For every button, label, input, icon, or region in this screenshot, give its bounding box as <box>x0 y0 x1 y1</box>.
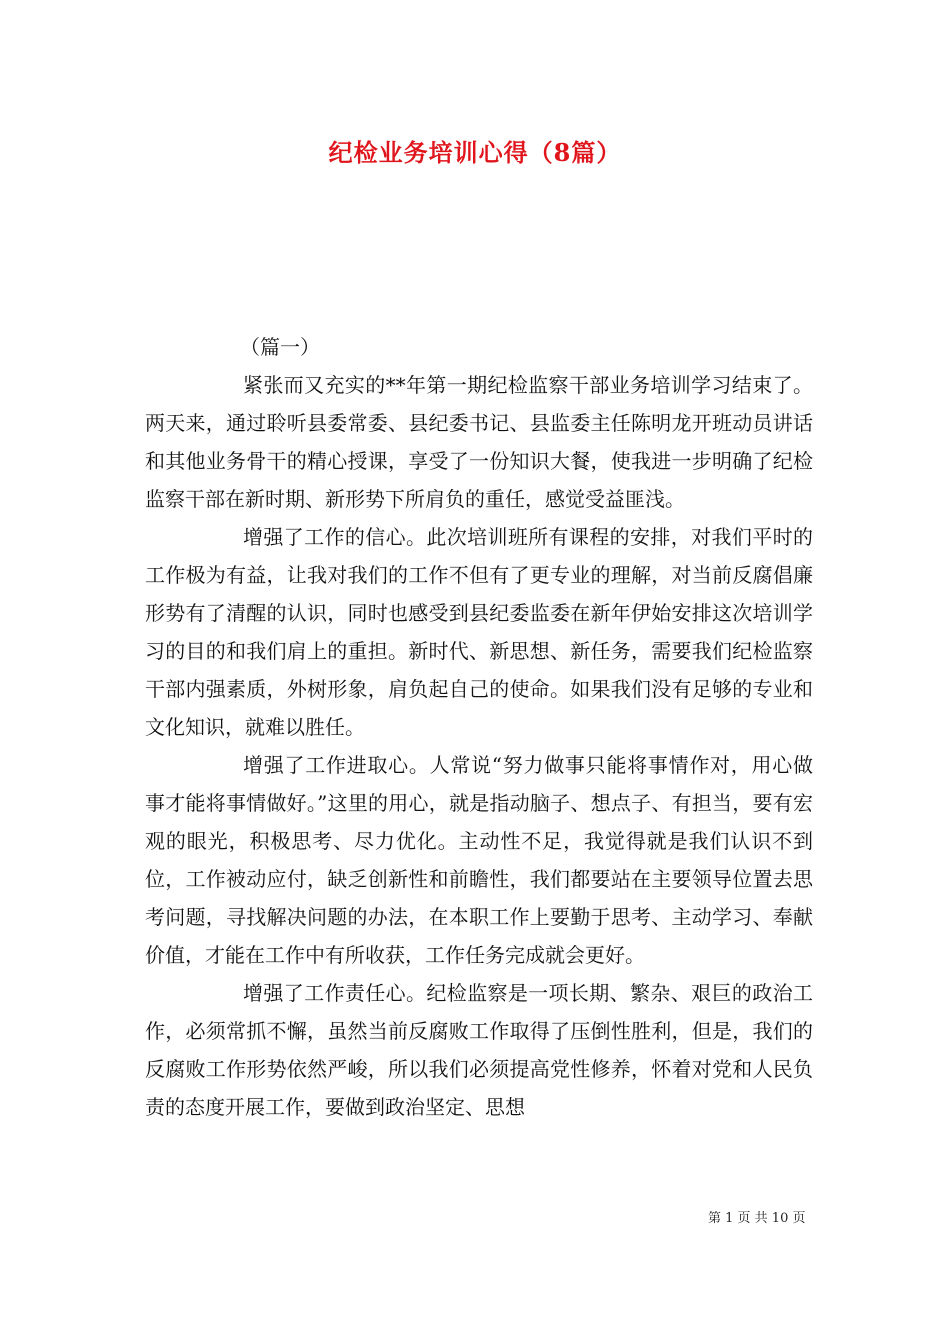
paragraph-4: 增强了工作责任心。纪检监察是一项长期、繁杂、艰巨的政治工作，必须常抓不懈，虽然当前反腐败工作取得了压倒性胜利，但是，我们的反腐败工作形势依然严峻，所以我们必须提高党性修养，怀着对党和人民负责的态度开展工作，要做到政治坚定、思想 <box>145 981 813 1119</box>
page-number-footer: 第 1 页 共 10 页 <box>708 1211 806 1226</box>
paragraph-1: 紧张而又充实的**年第一期纪检监察干部业务培训学习结束了。两天来，通过聆听县委常委、县纪委书记、县监委主任陈明龙开班动员讲话和其他业务骨干的精心授课，享受了一份知识大餐，使我进一步明确了纪检监察干部在新时期、新形势下所肩负的重任，感觉受益匪浅。 <box>145 373 813 511</box>
paragraph-2: 增强了工作的信心。此次培训班所有课程的安排，对我们平时的工作极为有益，让我对我们的工作不但有了更专业的理解，对当前反腐倡廉形势有了清醒的认识，同时也感受到县纪委监委在新年伊始安排这次培训学习的目的和我们肩上的重担。新时代、新思想、新任务，需要我们纪检监察干部内强素质，外树形象，肩负起自己的使命。如果我们没有足够的专业和文化知识，就难以胜任。 <box>145 525 813 739</box>
document-body <box>145 328 813 1126</box>
section-label: （篇一） <box>240 335 320 359</box>
document-title: 纪检业务培训心得（8篇） <box>328 138 622 167</box>
paragraph-3: 增强了工作进取心。人常说“努力做事只能将事情作对，用心做事才能将事情做好。”这里的用心，就是指动脑子、想点子、有担当，要有宏观的眼光，积极思考、尽力优化。主动性不足，我觉得就是我们认识不到位，工作被动应付，缺乏创新性和前瞻性，我们都要站在主要领导位置去思考问题，寻找解决问题的办法，在本职工作上要勤于思考、主动学习、奉献价值，才能在工作中有所收获，工作任务完成就会更好。 <box>145 753 813 967</box>
